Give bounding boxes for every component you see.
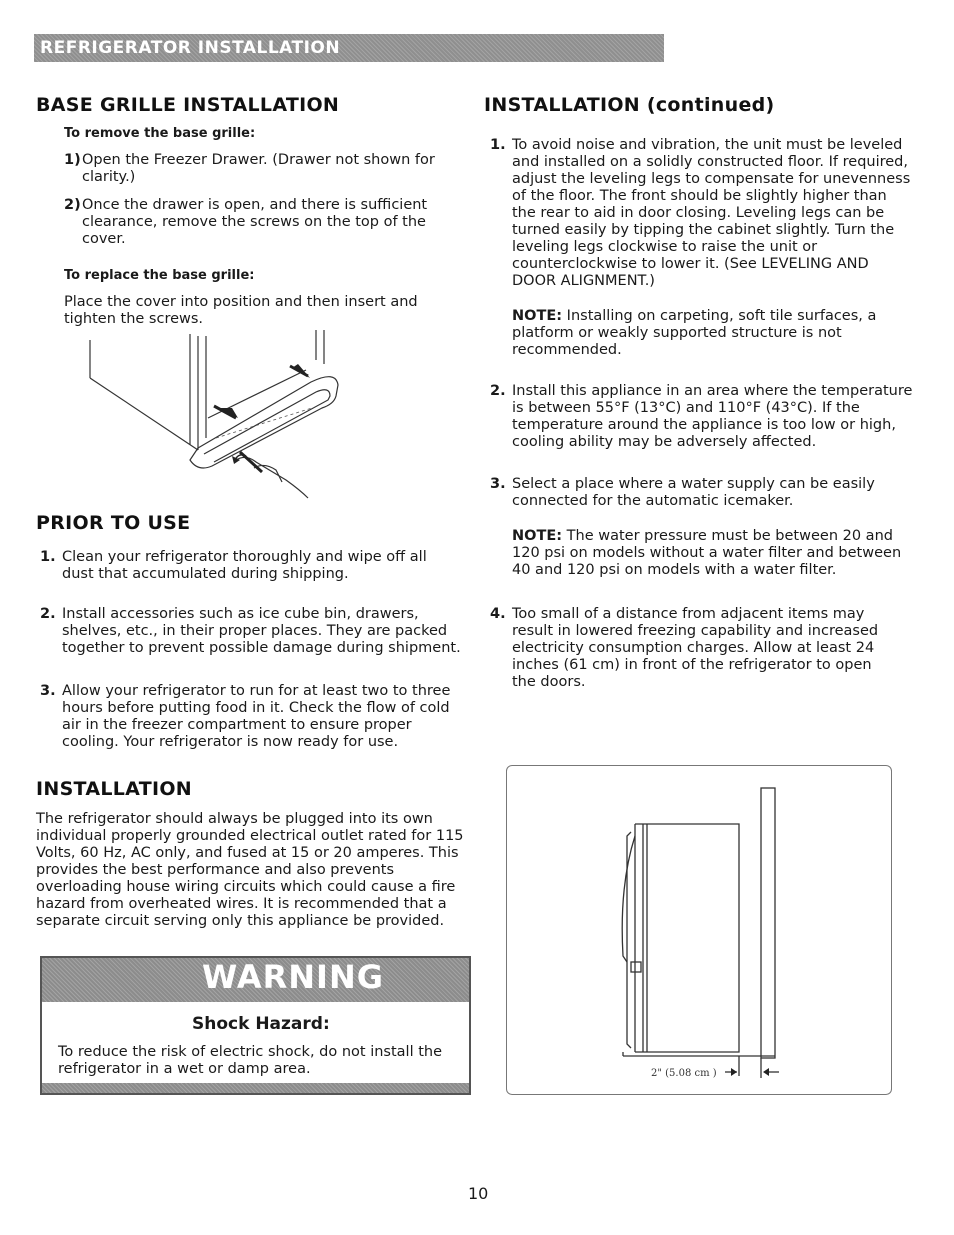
warning-footer [42,1083,469,1093]
section-banner [34,34,664,62]
prior-item-2: 2. Install accessories such as ice cube bin, drawers, shelves, etc., in their proper places. They are packed together to prevent possible damage during shipment. [40,606,461,656]
prior-to-use-heading: PRIOR TO USE [36,512,191,534]
warning-text: To reduce the risk of electric shock, do not install the refrigerator in a wet or damp area. [58,1044,443,1077]
note-1 [512,308,892,359]
warning-title: WARNING [202,958,384,996]
note-1-label: NOTE: [512,308,563,324]
page-number: 10 [468,1184,489,1203]
note-2 [512,528,908,579]
clearance-figure-box [506,765,892,1095]
continued-item-4: 4. Too small of a distance from adjacent items may result in lowered freezing capability and increased electricity consumption charges. Allow at least 24 inches (61 cm) in front of the refrigerator to open the doors. [490,606,879,690]
remove-grille-title: To remove the base grille: [64,126,256,141]
warning-subtitle: Shock Hazard: [192,1014,330,1034]
installation-heading: INSTALLATION [36,778,192,800]
continued-item-1: 1. To avoid noise and vibration, the unit must be leveled and installed on a solidly constructed floor. If required, adjust the leveling legs to compensate for unevenness of the floor. The front should be slightly higher than the rear to aid in door closing. Leveling legs can be turned easily by tipping the cabinet slightly. Turn the leveling legs clockwise to raise the unit or counterclockwise to lower it. (See LEVELING AND DOOR ALIGNMENT.) [490,137,911,289]
note-2-text: The water pressure must be between 20 and 120 psi on models without a water filter and between 40 and 120 psi on models with a water filter. [512,528,902,578]
note-2-label: NOTE: [512,528,563,544]
prior-item-1: 1. Clean your refrigerator thoroughly and wipe off all dust that accumulated during shipping. [40,549,427,582]
installation-continued-heading: INSTALLATION (continued) [484,94,775,116]
base-grille-heading: BASE GRILLE INSTALLATION [36,94,340,116]
note-1-text: Installing on carpeting, soft tile surfaces, a platform or weakly supported structure is not recommended. [512,308,877,358]
replace-grille-title: To replace the base grille: [64,268,255,283]
warning-box [40,956,471,1095]
warning-header [42,958,469,1002]
banner-title: REFRIGERATOR INSTALLATION [40,38,341,58]
remove-step-2: 2) Once the drawer is open, and there is sufficient clearance, remove the screws on the top of the cover. [64,197,428,247]
replace-grille-text: Place the cover into position and then insert and tighten the screws. [64,294,418,327]
remove-step-1: 1) Open the Freezer Drawer. (Drawer not shown for clarity.) [64,152,435,185]
clearance-label: 2" (5.08 cm ) [651,1068,717,1079]
continued-item-3: 3. Select a place where a water supply can be easily connected for the automatic icemaker. [490,476,875,509]
base-grille-illustration [86,330,346,500]
continued-item-2: 2. Install this appliance in an area where the temperature is between 55°F (13°C) and 110°F (43°C). If the temperature around the appliance is too low or high, cooling ability may be adversely affected. [490,383,913,450]
installation-text: The refrigerator should always be plugged into its own individual properly grounded electrical outlet rated for 115 Volts, 60 Hz, AC only, and fused at 15 or 20 amperes. This provides the best performance and also prevents overloading house wiring circuits which could cause a fire hazard from overheated wires. It is recommended that a separate circuit serving only this appliance be provided. [36,811,464,929]
prior-item-3: 3. Allow your refrigerator to run for at least two to three hours before putting food in it. Check the flow of cold air in the freezer compartment to ensure proper cooling. Your refrigerator is now ready for use. [40,683,451,750]
clearance-illustration [507,766,893,1096]
